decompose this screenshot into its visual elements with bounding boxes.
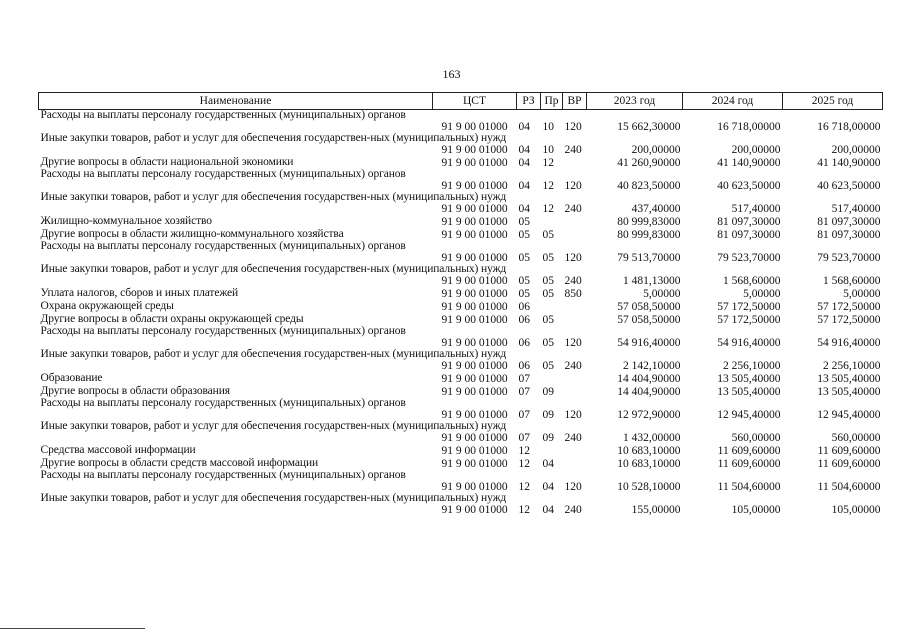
cell-2023: 437,40000 xyxy=(631,203,681,215)
cell-vr xyxy=(563,228,587,241)
table-row xyxy=(39,398,883,421)
cell-name: Другие вопросы в области национальной экономики xyxy=(40,156,294,168)
cell-name: Иные закупки товаров, работ и услуг для обеспечения государствен-ных (муниципальных) нужд xyxy=(40,348,507,360)
cell-vr: 240 xyxy=(564,504,582,516)
cell-2024: 200,00000 xyxy=(731,144,781,156)
cell-rz: 07 xyxy=(518,432,530,444)
cell-2025: 11 609,60000 xyxy=(817,458,881,470)
cell-2025: 560,00000 xyxy=(831,432,881,444)
cell-name: Другие вопросы в области жилищно-коммунального хозяйства xyxy=(40,228,344,240)
cell-2025: 81 097,30000 xyxy=(817,216,881,228)
table-row xyxy=(39,326,883,349)
cell-name: Другие вопросы в области средств массовой информации xyxy=(40,457,319,469)
cell-2025: 13 505,40000 xyxy=(817,386,881,398)
header-rz: РЗ xyxy=(517,93,541,110)
cell-rz: 06 xyxy=(518,314,530,326)
cell-vr: 120 xyxy=(564,121,582,133)
cell-name: Расходы на выплаты персоналу государственных (муниципальных) органов xyxy=(40,168,406,180)
cell-pr: 05 xyxy=(542,252,554,264)
cell-2023: 5,00000 xyxy=(643,288,681,300)
cell-2023: 41 260,90000 xyxy=(617,157,681,169)
cell-name: Иные закупки товаров, работ и услуг для обеспечения государствен-ных (муниципальных) нужд xyxy=(40,132,507,144)
table-row xyxy=(39,287,883,300)
cell-rz: 05 xyxy=(518,252,530,264)
cell-vr xyxy=(563,313,587,326)
budget-table xyxy=(38,92,883,516)
cell-2023: 79 513,70000 xyxy=(617,252,681,264)
cell-2024: 517,40000 xyxy=(731,203,781,215)
cell-2024: 11 609,60000 xyxy=(717,458,781,470)
cell-2023: 200,00000 xyxy=(631,144,681,156)
cell-2023: 155,00000 xyxy=(631,504,681,516)
cell-rz: 12 xyxy=(518,504,530,516)
cell-name: Расходы на выплаты персоналу государственных (муниципальных) органов xyxy=(40,109,406,121)
cell-name: Охрана окружающей среды xyxy=(40,300,174,312)
cell-2025: 57 172,50000 xyxy=(817,314,881,326)
page-number: 163 xyxy=(442,67,461,81)
cell-cst: 91 9 00 01000 xyxy=(441,409,508,421)
cell-name: Жилищно-коммунальное хозяйство xyxy=(40,215,212,227)
cell-vr: 240 xyxy=(564,144,582,156)
cell-cst: 91 9 00 01000 xyxy=(441,373,508,385)
cell-2024: 2 256,10000 xyxy=(723,360,781,372)
table-row xyxy=(39,493,883,516)
cell-rz: 12 xyxy=(518,458,530,470)
cell-vr: 240 xyxy=(564,360,582,372)
cell-rz: 05 xyxy=(518,216,530,228)
table-row xyxy=(39,264,883,287)
header-name: Наименование xyxy=(39,93,433,110)
cell-2025: 5,00000 xyxy=(843,288,881,300)
cell-2023: 57 058,50000 xyxy=(617,301,681,313)
cell-2025: 105,00000 xyxy=(831,504,881,516)
table-row xyxy=(39,372,883,385)
cell-cst: 91 9 00 01000 xyxy=(441,203,508,215)
cell-2025: 11 609,60000 xyxy=(817,445,881,457)
table-row xyxy=(39,349,883,372)
cell-2024: 11 504,60000 xyxy=(717,481,781,493)
cell-name: Расходы на выплаты персоналу государственных (муниципальных) органов xyxy=(40,325,406,337)
cell-vr xyxy=(563,457,587,470)
table-row xyxy=(39,215,883,228)
cell-2023: 12 972,90000 xyxy=(617,409,681,421)
cell-vr: 240 xyxy=(564,432,582,444)
cell-cst: 91 9 00 01000 xyxy=(441,337,508,349)
cell-cst: 91 9 00 01000 xyxy=(441,121,508,133)
cell-2025: 41 140,90000 xyxy=(817,157,881,169)
cell-pr: 05 xyxy=(542,288,554,300)
cell-2024: 57 172,50000 xyxy=(717,314,781,326)
cell-2024: 81 097,30000 xyxy=(717,216,781,228)
cell-2025: 517,40000 xyxy=(831,203,881,215)
table-row xyxy=(39,241,883,264)
cell-pr: 09 xyxy=(542,409,554,421)
cell-2023: 15 662,30000 xyxy=(617,121,681,133)
cell-name: Другие вопросы в области образования xyxy=(40,385,230,397)
cell-2025: 1 568,60000 xyxy=(823,275,881,287)
cell-vr: 240 xyxy=(564,275,582,287)
cell-pr xyxy=(541,444,563,457)
cell-pr: 12 xyxy=(542,180,554,192)
cell-cst: 91 9 00 01000 xyxy=(441,180,508,192)
table-header-row xyxy=(39,93,883,110)
cell-vr xyxy=(563,156,587,169)
cell-rz: 04 xyxy=(518,203,530,215)
cell-pr: 05 xyxy=(542,314,554,326)
cell-cst: 91 9 00 01000 xyxy=(441,229,508,241)
cell-vr: 120 xyxy=(564,481,582,493)
cell-vr xyxy=(563,215,587,228)
cell-name: Иные закупки товаров, работ и услуг для обеспечения государствен-ных (муниципальных) нужд xyxy=(40,420,507,432)
table-row xyxy=(39,110,883,134)
cell-rz: 04 xyxy=(518,180,530,192)
cell-rz: 07 xyxy=(518,373,530,385)
cell-rz: 04 xyxy=(518,144,530,156)
cell-cst: 91 9 00 01000 xyxy=(441,481,508,493)
cell-rz: 07 xyxy=(518,386,530,398)
cell-name: Средства массовой информации xyxy=(40,444,196,456)
cell-cst: 91 9 00 01000 xyxy=(441,314,508,326)
cell-pr: 05 xyxy=(542,360,554,372)
cell-2023: 80 999,83000 xyxy=(617,229,681,241)
table-row xyxy=(39,444,883,457)
cell-name: Другие вопросы в области охраны окружающей среды xyxy=(40,313,304,325)
cell-2025: 16 718,00000 xyxy=(817,121,881,133)
cell-name: Иные закупки товаров, работ и услуг для обеспечения государствен-ных (муниципальных) нужд xyxy=(40,492,507,504)
cell-2023: 10 528,10000 xyxy=(617,481,681,493)
cell-2024: 40 623,50000 xyxy=(717,180,781,192)
cell-vr xyxy=(563,385,587,398)
cell-rz: 05 xyxy=(518,288,530,300)
cell-2024: 13 505,40000 xyxy=(717,386,781,398)
cell-pr: 04 xyxy=(542,504,554,516)
cell-2023: 14 404,90000 xyxy=(617,386,681,398)
cell-2023: 80 999,83000 xyxy=(617,216,681,228)
cell-cst: 91 9 00 01000 xyxy=(441,432,508,444)
cell-vr xyxy=(563,300,587,313)
cell-2023: 10 683,10000 xyxy=(617,458,681,470)
cell-cst: 91 9 00 01000 xyxy=(441,275,508,287)
cell-name: Уплата налогов, сборов и иных платежей xyxy=(40,287,239,299)
cell-2023: 10 683,10000 xyxy=(617,445,681,457)
cell-pr: 09 xyxy=(542,432,554,444)
cell-pr: 09 xyxy=(542,386,554,398)
cell-pr: 05 xyxy=(542,275,554,287)
cell-2023: 2 142,10000 xyxy=(623,360,681,372)
cell-pr xyxy=(541,215,563,228)
cell-2024: 105,00000 xyxy=(731,504,781,516)
cell-vr xyxy=(563,444,587,457)
cell-2023: 40 823,50000 xyxy=(617,180,681,192)
cell-2023: 14 404,90000 xyxy=(617,373,681,385)
table-row xyxy=(39,169,883,192)
cell-vr: 120 xyxy=(564,409,582,421)
table-row xyxy=(39,421,883,444)
cell-rz: 12 xyxy=(518,445,530,457)
cell-2023: 1 432,00000 xyxy=(623,432,681,444)
cell-cst: 91 9 00 01000 xyxy=(441,216,508,228)
cell-2025: 2 256,10000 xyxy=(823,360,881,372)
cell-cst: 91 9 00 01000 xyxy=(441,288,508,300)
cell-name: Образование xyxy=(40,372,103,384)
cell-vr: 120 xyxy=(564,180,582,192)
cell-2025: 200,00000 xyxy=(831,144,881,156)
cell-rz: 06 xyxy=(518,360,530,372)
cell-2025: 57 172,50000 xyxy=(817,301,881,313)
footnote-divider xyxy=(0,628,145,629)
cell-2024: 79 523,70000 xyxy=(717,252,781,264)
cell-2023: 1 481,13000 xyxy=(623,275,681,287)
cell-pr: 05 xyxy=(542,337,554,349)
cell-2025: 12 945,40000 xyxy=(817,409,881,421)
cell-2024: 13 505,40000 xyxy=(717,373,781,385)
cell-cst: 91 9 00 01000 xyxy=(441,445,508,457)
cell-pr: 12 xyxy=(542,157,554,169)
cell-2024: 81 097,30000 xyxy=(717,229,781,241)
cell-cst: 91 9 00 01000 xyxy=(441,301,508,313)
cell-2023: 54 916,40000 xyxy=(617,337,681,349)
cell-name: Расходы на выплаты персоналу государственных (муниципальных) органов xyxy=(40,240,406,252)
cell-vr: 120 xyxy=(564,252,582,264)
cell-cst: 91 9 00 01000 xyxy=(441,504,508,516)
cell-2024: 12 945,40000 xyxy=(717,409,781,421)
cell-pr: 10 xyxy=(542,144,554,156)
cell-pr: 04 xyxy=(542,458,554,470)
header-vr: ВР xyxy=(563,93,587,110)
cell-name: Иные закупки товаров, работ и услуг для обеспечения государствен-ных (муниципальных) нужд xyxy=(40,191,507,203)
cell-vr: 240 xyxy=(564,203,582,215)
header-2024: 2024 год xyxy=(683,93,783,110)
cell-rz: 04 xyxy=(518,121,530,133)
cell-cst: 91 9 00 01000 xyxy=(441,144,508,156)
table-row xyxy=(39,470,883,493)
cell-2024: 560,00000 xyxy=(731,432,781,444)
cell-name: Расходы на выплаты персоналу государственных (муниципальных) органов xyxy=(40,469,406,481)
cell-rz: 06 xyxy=(518,337,530,349)
cell-cst: 91 9 00 01000 xyxy=(441,458,508,470)
header-2023: 2023 год xyxy=(587,93,683,110)
cell-2025: 40 623,50000 xyxy=(817,180,881,192)
cell-cst: 91 9 00 01000 xyxy=(441,360,508,372)
cell-name: Расходы на выплаты персоналу государственных (муниципальных) органов xyxy=(40,397,406,409)
table-row xyxy=(39,133,883,156)
table-row xyxy=(39,192,883,215)
cell-pr: 05 xyxy=(542,229,554,241)
cell-cst: 91 9 00 01000 xyxy=(441,252,508,264)
cell-2024: 5,00000 xyxy=(743,288,781,300)
cell-rz: 04 xyxy=(518,157,530,169)
cell-vr: 850 xyxy=(564,288,582,300)
header-pr: Пр xyxy=(541,93,563,110)
cell-cst: 91 9 00 01000 xyxy=(441,386,508,398)
cell-vr: 120 xyxy=(564,337,582,349)
cell-2023: 57 058,50000 xyxy=(617,314,681,326)
table-row xyxy=(39,300,883,313)
cell-2024: 41 140,90000 xyxy=(717,157,781,169)
cell-rz: 07 xyxy=(518,409,530,421)
cell-pr: 04 xyxy=(542,481,554,493)
cell-pr: 10 xyxy=(542,121,554,133)
cell-2025: 81 097,30000 xyxy=(817,229,881,241)
cell-rz: 06 xyxy=(518,301,530,313)
cell-pr xyxy=(541,300,563,313)
cell-rz: 05 xyxy=(518,275,530,287)
cell-rz: 12 xyxy=(518,481,530,493)
header-2025: 2025 год xyxy=(783,93,883,110)
cell-pr xyxy=(541,372,563,385)
cell-2024: 16 718,00000 xyxy=(717,121,781,133)
cell-name: Иные закупки товаров, работ и услуг для обеспечения государствен-ных (муниципальных) нужд xyxy=(40,263,507,275)
cell-rz: 05 xyxy=(518,229,530,241)
cell-2024: 1 568,60000 xyxy=(723,275,781,287)
cell-vr xyxy=(563,372,587,385)
cell-2024: 57 172,50000 xyxy=(717,301,781,313)
cell-2024: 54 916,40000 xyxy=(717,337,781,349)
header-cst: ЦСТ xyxy=(433,93,517,110)
cell-2025: 13 505,40000 xyxy=(817,373,881,385)
cell-2024: 11 609,60000 xyxy=(717,445,781,457)
cell-pr: 12 xyxy=(542,203,554,215)
cell-2025: 79 523,70000 xyxy=(817,252,881,264)
cell-cst: 91 9 00 01000 xyxy=(441,157,508,169)
cell-2025: 11 504,60000 xyxy=(817,481,881,493)
cell-2025: 54 916,40000 xyxy=(817,337,881,349)
